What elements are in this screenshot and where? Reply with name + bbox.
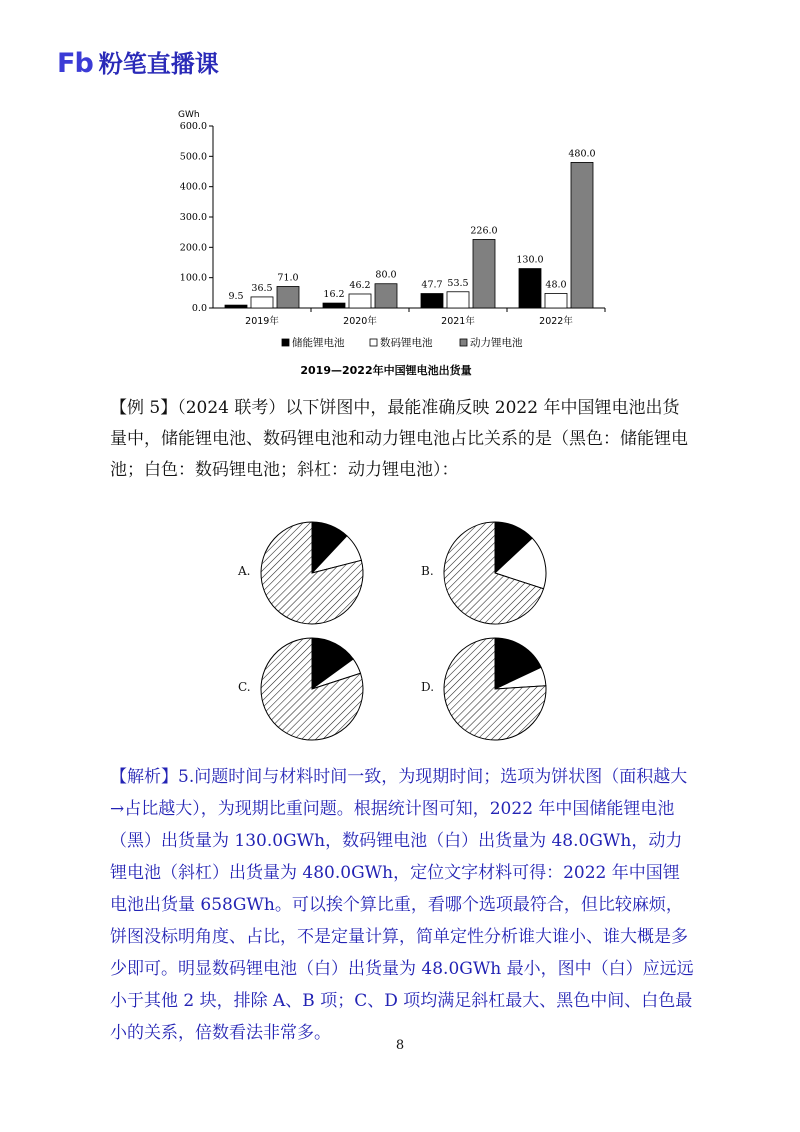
logo-text: 粉笔直播课 (98, 49, 219, 78)
pie-option (238, 520, 372, 626)
question-paragraph (110, 393, 695, 486)
data-label: 80.0 (375, 269, 397, 281)
data-label: 71.0 (277, 272, 299, 284)
data-label: 46.2 (349, 279, 371, 291)
y-tick-label: 100.0 (179, 272, 207, 284)
page-number: 8 (395, 1038, 405, 1053)
x-tick-label: 2021年 (441, 316, 475, 327)
legend-swatch (282, 339, 289, 346)
analysis-text: 5.问题时间与材料时间一致，为现期时间；选项为饼状图（面积越大→占比越大），为现期比重问题。根据统计图可知，2022 年中国储能锂电池（黑）出货量为 130.0GWh，数码锂电池（白）出货量为 48.0GWh，动力锂电池（斜杠）出货量为 480.0GWh，定位文字材料可得：2022 年中国锂电池出货量 658GWh。可以挨个算比重，看哪个选项最符合，但比较麻烦，饼图没标明角度、占比，不是定量计算，简单定性分析谁大谁小、谁大概是多少即可。明显数码锂电池（白）出货量为 48.0GWh 最小，图中（白）应远远小于其他 2 块，排除 A、B 项；C、D 项均满足斜杠最大、黑色中间、白色最小的关系，倍数看法非常多。 (110, 767, 694, 1043)
bar-power (473, 239, 495, 308)
bar-storage (519, 269, 541, 308)
y-axis-unit: GWh (178, 110, 200, 120)
question-tag: 【例 5】 (110, 398, 178, 418)
data-label: 47.7 (421, 279, 443, 291)
y-tick-label: 300.0 (179, 212, 207, 223)
x-tick-label: 2020年 (343, 316, 377, 327)
legend-label: 储能锂电池 (292, 337, 345, 349)
data-label: 480.0 (568, 148, 596, 160)
bar-digital (251, 297, 273, 308)
option-letter: C. (238, 680, 251, 694)
data-label: 53.5 (447, 277, 469, 289)
bar-power (571, 162, 593, 308)
bar-power (277, 286, 299, 308)
y-tick-label: 0.0 (191, 303, 207, 314)
y-tick-label: 500.0 (179, 151, 207, 163)
pie-chart (439, 636, 551, 742)
data-label: 36.5 (251, 282, 273, 294)
bar-chart (150, 100, 610, 385)
pie-option (421, 520, 555, 626)
analysis-paragraph (110, 761, 695, 1049)
data-label: 16.2 (323, 289, 345, 301)
data-label: 226.0 (470, 225, 498, 237)
bar-digital (545, 293, 567, 308)
data-label: 130.0 (516, 254, 544, 266)
question-text: （2024 联考）以下饼图中，最能准确反映 2022 年中国锂电池出货量中，储能锂电池、数码锂电池和动力锂电池占比关系的是（黑色：储能锂电池；白色：数码锂电池；斜杠：动力锂电池）： (110, 398, 688, 480)
bar-storage (421, 294, 443, 308)
x-tick-label: 2022年 (539, 316, 573, 327)
pie-chart (256, 636, 368, 742)
bar-storage (323, 303, 345, 308)
analysis-tag: 【解析】 (110, 767, 178, 787)
pie-chart (439, 520, 551, 626)
legend-swatch (370, 339, 377, 346)
chart-title: 2019—2022年中国锂电池出货量 (300, 364, 472, 377)
pie-option (421, 636, 555, 742)
bar-digital (447, 292, 469, 308)
y-tick-label: 400.0 (179, 181, 207, 193)
y-tick-label: 200.0 (179, 242, 207, 254)
data-label: 48.0 (545, 279, 567, 291)
option-letter: A. (238, 564, 251, 578)
brand-logo (57, 50, 219, 77)
option-letter: B. (421, 564, 434, 578)
data-label: 9.5 (228, 291, 244, 303)
legend-label: 数码锂电池 (380, 337, 433, 349)
pie-option (238, 636, 372, 742)
x-tick-label: 2019年 (245, 316, 279, 327)
pie-chart (256, 520, 368, 626)
legend-swatch (460, 339, 467, 346)
bar-power (375, 284, 397, 308)
bar-storage (225, 305, 247, 308)
bar-digital (349, 294, 371, 308)
logo-mark: Fb (57, 48, 93, 79)
y-tick-label: 600.0 (179, 121, 207, 132)
option-letter: D. (421, 680, 435, 694)
legend-label: 动力锂电池 (470, 337, 523, 349)
